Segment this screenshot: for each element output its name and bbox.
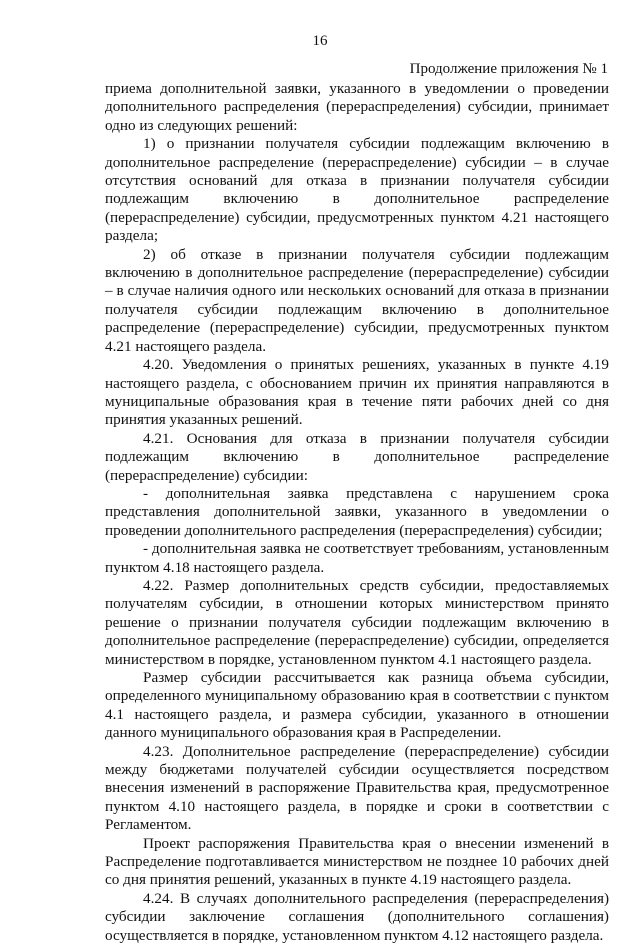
paragraph-decision-1: 1) о признании получателя субсидии подлежащим включению в дополнительное распределение (перераспределение) субсидии – в случае отсутствия оснований для отказа в признании получателя субсидии подлежащим включению в дополнительное распределение (перераспределение) субсидии, предусмотренных пунктом 4.21 настоящего раздела; [105,135,609,245]
document-body [105,80,609,945]
paragraph-4-21-item-1: - дополнительная заявка представлена с нарушением срока представления дополнительной заявки, указанного в уведомлении о проведении дополнительного распределения (перераспределения) субсидии; [105,484,609,539]
paragraph-4-23: 4.23. Дополнительное распределение (перераспределение) субсидии между бюджетами получателей субсидии осуществляется посредством внесения изменений в распоряжение Правительства края, предусмотренное пунктом 4.10 настоящего раздела, в порядке и сроки в соответствии с Регламентом. [105,742,609,834]
paragraph-continuation: приема дополнительной заявки, указанного в уведомлении о проведении дополнительного распределения (перераспределения) субсидии, принимает одно из следующих решений: [105,80,609,134]
paragraph-decision-2: 2) об отказе в признании получателя субсидии подлежащим включению в дополнительное распределение (перераспределение) субсидии – в случае наличия одного или нескольких оснований для отказа в признании получателя субсидии подлежащим включению в дополнительное распределение (перераспределение) субсидии, предусмотренных пунктом 4.21 настоящего раздела. [105,245,609,355]
paragraph-4-24: 4.24. В случаях дополнительного распределения (перераспределения) субсидии заключение соглашения (дополнительного соглашения) осуществляется в порядке, установленном пунктом 4.12 настоящего раздела. [105,889,609,944]
appendix-continuation-note: Продолжение приложения № 1 [409,61,608,77]
paragraph-4-21-item-2: - дополнительная заявка не соответствует требованиям, установленным пунктом 4.18 настоящего раздела. [105,540,609,576]
page-number: 16 [312,33,328,49]
paragraph-4-23-draft: Проект распоряжения Правительства края о внесении изменений в Распределение подготавливается министерством не позднее 10 рабочих дней со дня принятия решений, указанных в пункте 4.19 настоящего раздела. [105,834,609,889]
paragraph-4-22: 4.22. Размер дополнительных средств субсидии, предоставляемых получателям субсидии, в отношении которых министерством принято решение о признании получателя субсидии подлежащим включению в дополнительное распределение (перераспределение) субсидии, определяется министерством в порядке, установленном пунктом 4.1 настоящего раздела. [105,576,609,668]
paragraph-4-21: 4.21. Основания для отказа в признании получателя субсидии подлежащим включению в дополнительное распределение (перераспределение) субсидии: [105,429,609,484]
paragraph-4-22-calculation: Размер субсидии рассчитывается как разница объема субсидии, определенного муниципальному образованию края в соответствии с пунктом 4.1 настоящего раздела, и размера субсидии, указанного в отношении данного муниципального образования края в Распределении. [105,669,609,742]
paragraph-4-20: 4.20. Уведомления о принятых решениях, указанных в пункте 4.19 настоящего раздела, с обоснованием причин их принятия направляются в муниципальные образования края в течение пяти рабочих дней со дня принятия указанных решений. [105,356,609,429]
